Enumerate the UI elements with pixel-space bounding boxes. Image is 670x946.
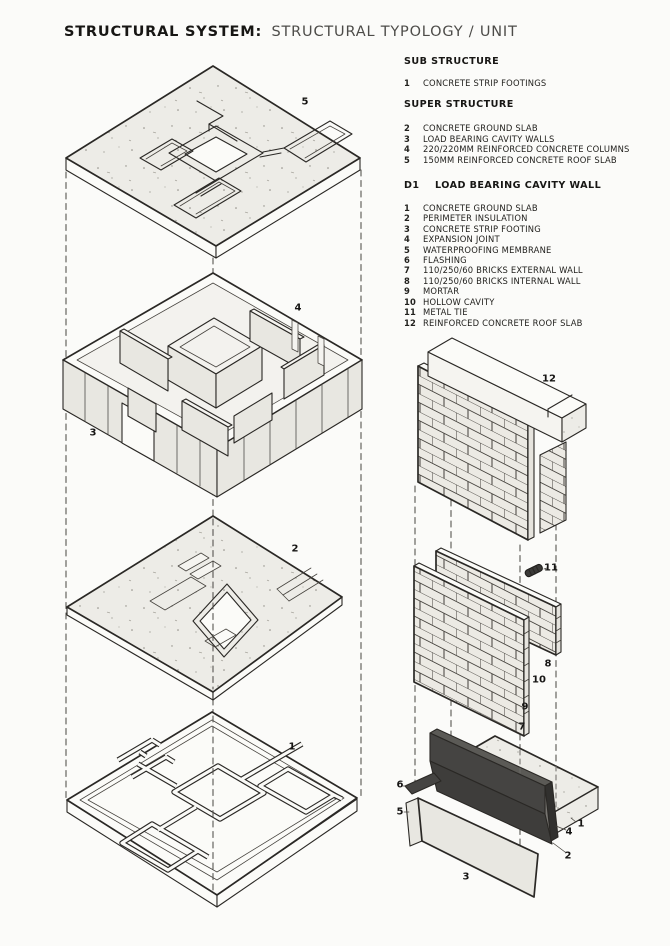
legend-item (404, 203, 666, 213)
callout-detail-insulation: 2 (564, 850, 572, 862)
legend-item (404, 78, 666, 88)
legend-item (404, 123, 666, 133)
legend-item (404, 224, 666, 234)
detail-cavity-wall (414, 548, 561, 736)
legend-item-label: REINFORCED CONCRETE ROOF SLAB (423, 317, 583, 328)
callout-ground-slab: 2 (291, 543, 299, 555)
wall-end-strip (528, 421, 534, 540)
legend-item-label: LOAD BEARING CAVITY WALLS (423, 133, 555, 144)
legend-item-label: WATERPROOFING MEMBRANE (423, 244, 552, 255)
callout-detail-metal-tie: 11 (544, 562, 558, 574)
legend-item-num: 11 (404, 307, 417, 318)
legend-item-label: 220/220MM REINFORCED CONCRETE COLUMNS (423, 144, 630, 155)
legend-item (404, 144, 666, 154)
legend-item (404, 307, 666, 317)
metal-tie (524, 563, 543, 577)
legend-item-num: 9 (404, 286, 411, 297)
legend-item (404, 276, 666, 286)
callout-detail-footing: 3 (462, 871, 470, 883)
legend-item (404, 155, 666, 165)
legend-item-label: CONCRETE GROUND SLAB (423, 123, 538, 134)
callout-detail-ground-slab: 1 (577, 818, 585, 830)
legend-item (404, 265, 666, 275)
callout-cavity-walls: 3 (89, 427, 97, 439)
legend-item-label: 110/250/60 BRICKS INTERNAL WALL (423, 275, 581, 286)
legend-item (404, 297, 666, 307)
legend-item (404, 318, 666, 328)
callout-detail-roof-slab: 12 (542, 373, 556, 385)
legend-item-label: CONCRETE STRIP FOOTINGS (423, 78, 547, 88)
legend-item-label: 150MM REINFORCED CONCRETE ROOF SLAB (423, 154, 617, 165)
legend-item-num: 10 (404, 296, 417, 307)
callout-roof-slab: 5 (301, 96, 309, 108)
legend-item-num: 4 (404, 144, 411, 155)
detail-heading-label: LOAD BEARING CAVITY WALL (435, 180, 602, 192)
legend-item-num: 7 (404, 265, 411, 276)
legend (404, 56, 666, 328)
legend-item-label: HOLLOW CAVITY (423, 296, 495, 307)
legend-item (404, 286, 666, 296)
title-secondary: STRUCTURAL TYPOLOGY / UNIT (271, 24, 518, 40)
legend-item-num: 5 (404, 244, 411, 255)
detail-roof-junction (418, 338, 586, 540)
legend-item-num: 3 (404, 133, 411, 144)
axon-strip-footings (67, 712, 357, 907)
detail-heading-num: D1 (404, 180, 420, 192)
legend-item-num: 1 (404, 203, 411, 214)
title-primary: STRUCTURAL SYSTEM: (64, 24, 263, 40)
axon-roof-slab (66, 66, 360, 258)
legend-item-num: 4 (404, 234, 411, 245)
axon-ground-slab (67, 516, 342, 700)
slab-top-face (67, 516, 342, 692)
flashing-ledge (405, 773, 441, 794)
legend-item-label: 110/250/60 BRICKS EXTERNAL WALL (423, 265, 583, 276)
legend-item-num: 6 (404, 255, 411, 266)
legend-item-num: 2 (404, 213, 411, 224)
legend-heading-substructure: SUB STRUCTURE (404, 56, 500, 67)
legend-item-label: MORTAR (423, 286, 460, 297)
legend-item (404, 234, 666, 244)
legend-item-label: CONCRETE GROUND SLAB (423, 203, 538, 214)
legend-item (404, 245, 666, 255)
legend-item-label: FLASHING (423, 255, 467, 266)
column (318, 336, 324, 366)
callout-detail-expansion-joint: 4 (565, 826, 573, 838)
legend-heading-detail (404, 180, 666, 191)
legend-item-num: 1 (404, 78, 411, 88)
legend-item-label: EXPANSION JOINT (423, 234, 500, 245)
callout-detail-mortar: 9 (521, 701, 529, 713)
legend-item-label: CONCRETE STRIP FOOTING (423, 223, 541, 234)
legend-item-num: 3 (404, 223, 411, 234)
legend-item-label: METAL TIE (423, 307, 468, 318)
axon-cavity-walls (63, 273, 362, 497)
callout-detail-membrane: 5 (396, 806, 404, 818)
legend-heading-superstructure: SUPER STRUCTURE (404, 99, 514, 111)
legend-item-num: 12 (404, 317, 417, 328)
legend-item (404, 134, 666, 144)
callout-columns: 4 (294, 302, 302, 314)
legend-item-num: 8 (404, 275, 411, 286)
callout-strip-footings: 1 (288, 741, 296, 753)
callout-detail-flashing: 6 (396, 779, 404, 791)
legend-item (404, 255, 666, 265)
callout-detail-hollow-cavity: 10 (532, 674, 546, 686)
inner-leaf-bricks (540, 442, 566, 533)
column (292, 320, 298, 352)
legend-item-num: 5 (404, 154, 411, 165)
footing-plan-face (67, 712, 357, 895)
callout-detail-external-wall: 7 (518, 721, 526, 733)
legend-item-num: 2 (404, 123, 411, 134)
legend-item (404, 213, 666, 223)
outer-wall-end (521, 617, 529, 736)
callout-detail-internal-wall: 8 (544, 658, 552, 670)
detail-foundation (403, 729, 598, 897)
legend-item-label: PERIMETER INSULATION (423, 213, 528, 224)
